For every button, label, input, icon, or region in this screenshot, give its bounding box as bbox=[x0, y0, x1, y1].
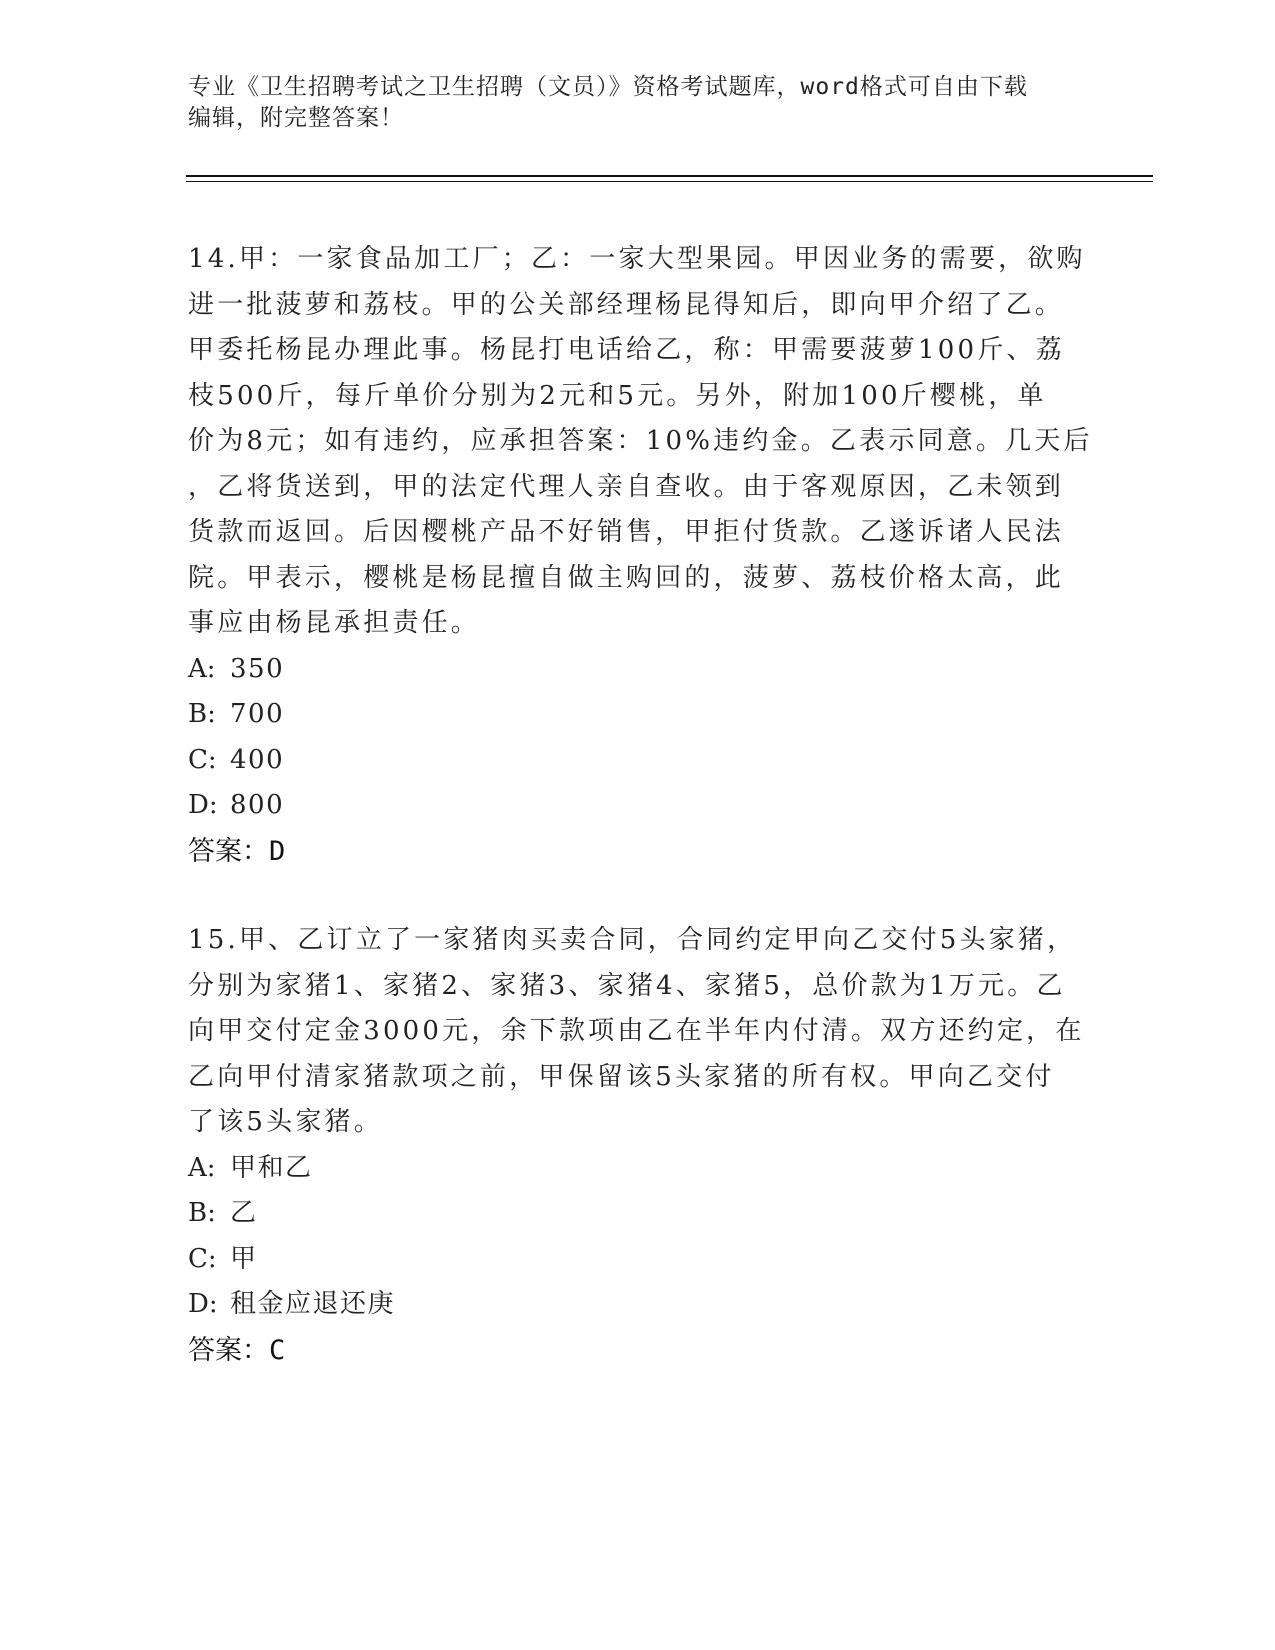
option-a bbox=[188, 647, 1078, 693]
question-stem-line: 事应由杨昆承担责任。 bbox=[188, 608, 481, 638]
option-letter: B: bbox=[188, 699, 216, 729]
option-text: 乙 bbox=[230, 1198, 258, 1228]
header-line: 编辑，附完整答案！ bbox=[188, 105, 404, 131]
header-divider bbox=[186, 175, 1153, 177]
option-letter: C: bbox=[188, 1243, 217, 1274]
question-stem-line: 进一批菠萝和荔枝。甲的公关部经理杨昆得知后，即向甲介绍了乙。 bbox=[188, 289, 1065, 320]
question-stem-line: 了该5头家猪。 bbox=[188, 1107, 383, 1137]
question-15 bbox=[188, 918, 1085, 1373]
question-stem-line: 枝500斤，每斤单价分别为2元和5元。另外，附加100斤樱桃，单 bbox=[188, 380, 1047, 411]
question-stem-line: 14.甲：一家食品加工厂；乙：一家大型果园。甲因业务的需要，欲购 bbox=[188, 244, 1086, 274]
option-b bbox=[188, 1191, 1078, 1237]
option-text: 800 bbox=[230, 790, 285, 820]
option-a bbox=[188, 1146, 1078, 1192]
option-c bbox=[188, 1237, 1078, 1283]
option-text: 甲和乙 bbox=[230, 1152, 313, 1183]
document-header bbox=[188, 72, 1068, 134]
option-d bbox=[188, 1282, 1078, 1328]
header-divider-thin bbox=[186, 181, 1153, 182]
header-line: 专业《卫生招聘考试之卫生招聘（文员）》资格考试题库，word格式可自由下载 bbox=[188, 74, 1028, 100]
question-stem-line: 向甲交付定金3000元，余下款项由乙在半年内付清。双方还约定，在 bbox=[188, 1016, 1085, 1046]
option-letter: A: bbox=[188, 1152, 216, 1183]
question-14 bbox=[188, 237, 1093, 874]
question-stem-line: 价为8元；如有违约，应承担答案：10%违约金。乙表示同意。几天后 bbox=[188, 426, 1093, 456]
option-d bbox=[188, 783, 1078, 829]
option-text: 400 bbox=[230, 744, 285, 775]
option-text: 租金应退还庚 bbox=[230, 1289, 396, 1319]
question-stem-line: 乙向甲付清家猪款项之前，甲保留该5头家猪的所有权。甲向乙交付 bbox=[188, 1061, 1055, 1092]
option-letter: A: bbox=[188, 653, 216, 684]
answer-line: 答案：D bbox=[188, 835, 286, 867]
question-stem-line: 货款而返回。后因樱桃产品不好销售，甲拒付货款。乙遂诉诸人民法 bbox=[188, 517, 1065, 547]
question-stem-line: ，乙将货送到，甲的法定代理人亲自查收。由于客观原因，乙未领到 bbox=[188, 471, 1065, 502]
answer-line: 答案：C bbox=[188, 1334, 286, 1366]
option-letter: D: bbox=[188, 1289, 218, 1319]
question-stem-line: 15.甲、乙订立了一家猪肉买卖合同，合同约定甲向乙交付5头家猪， bbox=[188, 925, 1077, 955]
option-letter: B: bbox=[188, 1198, 216, 1228]
option-text: 甲 bbox=[230, 1243, 258, 1274]
option-b bbox=[188, 692, 1078, 738]
question-stem-line: 分别为家猪1、家猪2、家猪3、家猪4、家猪5，总价款为1万元。乙 bbox=[188, 970, 1066, 1001]
option-text: 700 bbox=[230, 699, 285, 729]
question-stem-line: 甲委托杨昆办理此事。杨昆打电话给乙，称：甲需要菠萝100斤、荔 bbox=[188, 335, 1065, 365]
option-c bbox=[188, 738, 1078, 784]
option-letter: C: bbox=[188, 744, 217, 775]
option-text: 350 bbox=[230, 653, 285, 684]
question-stem-line: 院。甲表示，樱桃是杨昆擅自做主购回的，菠萝、荔枝价格太高，此 bbox=[188, 562, 1065, 593]
option-letter: D: bbox=[188, 790, 218, 820]
